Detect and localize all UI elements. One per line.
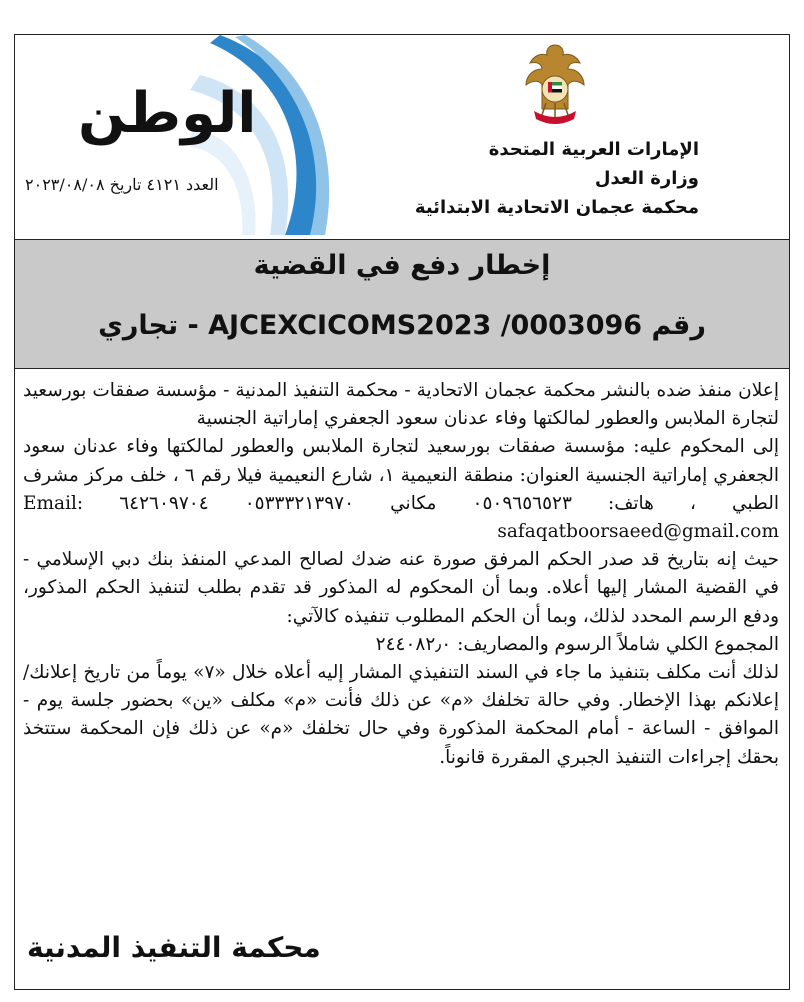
case-number: رقم AJCEXCICOMS2023 /0003096 - تجاري [98, 310, 706, 341]
notice-title-box [15, 239, 789, 369]
issue-date-line: العدد ٤١٢١ تاريخ ٢٠٢٣/٠٨/٠٨ [25, 175, 219, 194]
total-amount-line: المجموع الكلي شاملاً الرسوم والمصاريف: ٢٤٤٠٨٢٫٠ [375, 633, 779, 655]
issuing-authority [415, 135, 699, 222]
uae-emblem-icon [520, 39, 590, 129]
announcement-paragraph: إعلان منفذ ضده بالنشر محكمة عجمان الاتحادية - محكمة التنفيذ المدنية - مؤسسة صفقات بورسعيد لتجارة الملابس والعطور لمالكتها وفاء عدنان سعود الجعفري إماراتية الجنسية [23, 380, 779, 430]
notice-frame [14, 34, 790, 990]
addressee-paragraph: إلى المحكوم عليه: مؤسسة صفقات بورسعيد لتجارة الملابس والعطور لمالكتها وفاء عدنان سعود الجعفري إماراتية الجنسية العنوان: منطقة النعيمية ١، شارع النعيمية فيلا رقم ٦ ، خلف مركز مشرف الطبي ، هاتف: ٠٥٠٩٦٥٦٥٢٣ مكاني ٠٥٣٣٣٢١٣٩٧٠ ٦٤٢٦٠٩٧٠٤ Email: safaqatboorsaeed@gmail.com [23, 436, 780, 543]
notice-header [15, 35, 789, 239]
newspaper-name: الوطن [78, 81, 257, 146]
authority-ministry: وزارة العدل [594, 168, 699, 189]
notice-title: إخطار دفع في القضية [253, 250, 551, 281]
authority-court: محكمة عجمان الاتحادية الابتدائية [414, 197, 699, 218]
signature-court-name: محكمة التنفيذ المدنية [27, 931, 321, 964]
notice-body [23, 377, 779, 772]
execution-notice-paragraph: لذلك أنت مكلف بتنفيذ ما جاء في السند التنفيذي المشار إليه أعلاه خلال «٧» يوماً من تاريخ إعلانك/ إعلانكم بهذا الإخطار. وفي حالة تخلفك «م» عن ذلك فأنت «م» مكلف «ين» بحضور جلسة يوم - الموافق - الساعة - أمام المحكمة المذكورة وفي حال تخلفك «م» عن ذلك فإن المحكمة ستتخذ بحقك إجراءات التنفيذ الجبري المقررة قانوناً. [23, 662, 779, 768]
authority-country: الإمارات العربية المتحدة [488, 139, 699, 160]
judgment-paragraph: حيث إنه بتاريخ قد صدر الحكم المرفق صورة عنه ضدك لصالح المدعي المنفذ بنك دبي الإسلامي - في القضية المشار إليها أعلاه. وبما أن المحكوم له المذكور قد تقدم بطلب لتنفيذ الحكم المذكور، ودفع الرسم المحدد لذلك، وبما أن الحكم المطلوب تنفيذه كالآتي: [23, 549, 779, 627]
